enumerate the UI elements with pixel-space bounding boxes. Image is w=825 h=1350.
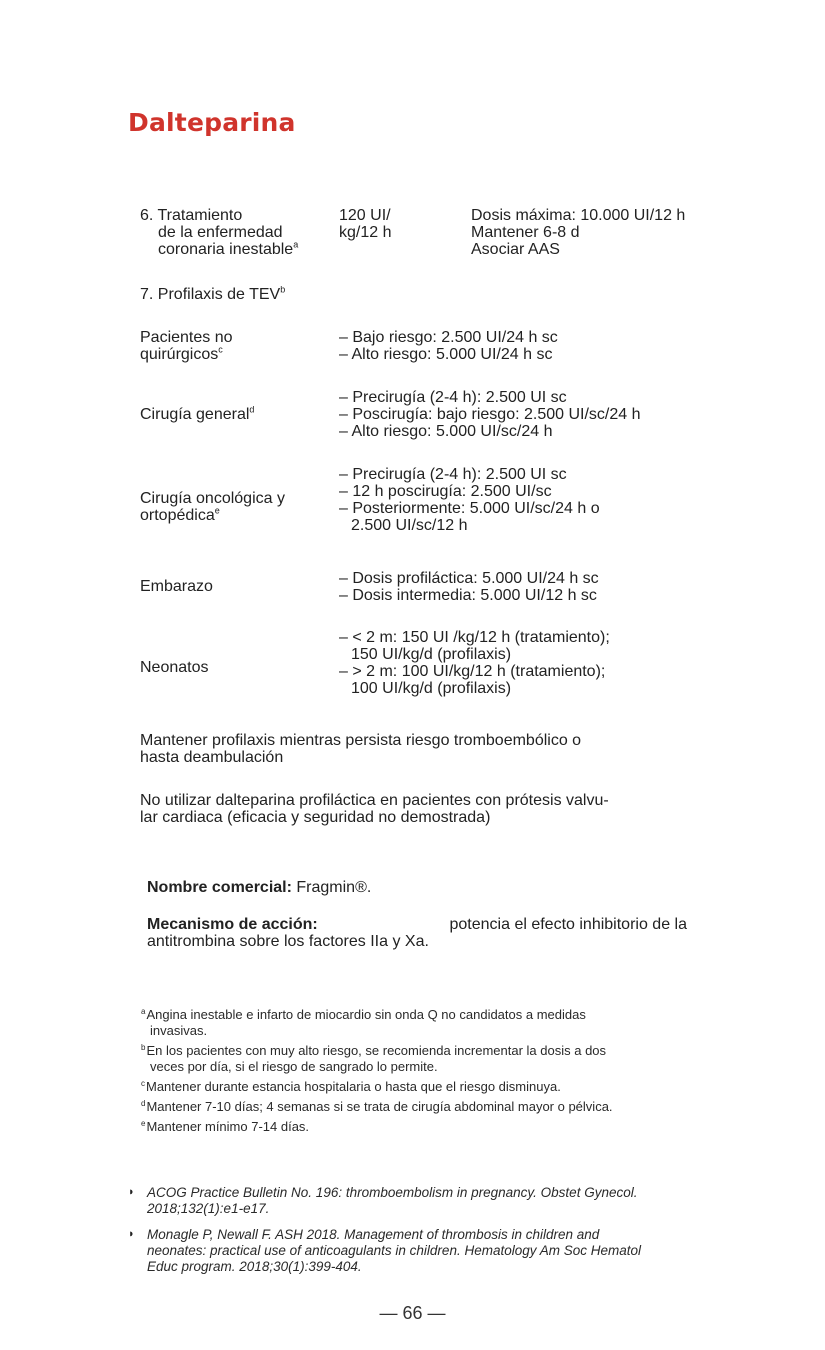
footnote-ref: e: [214, 505, 220, 516]
row-label: Pacientes no quirúrgicos$^c$: [140, 329, 233, 363]
item6-label-line: 6. Tratamiento: [140, 207, 243, 224]
row-values: – < 2 m: 150 UI /kg/12 h (tratamiento); 150 UI/kg/d (profilaxis) – > 2 m: 100 UI/kg/12 h (tratamiento); 100 UI/kg/d (profilaxis): [339, 629, 610, 697]
row-label: Cirugía oncológica y ortopédica$^e$: [140, 490, 285, 524]
row-label: Cirugía general$^d$: [140, 404, 255, 423]
bullet-icon: ◗: [128, 1186, 135, 1198]
item6-notes: Dosis máxima: 10.000 UI/12 h Mantener 6-8 d Asociar AAS: [471, 207, 686, 258]
row-values: – Precirugía (2-4 h): 2.500 UI sc – 12 h poscirugía: 2.500 UI/sc – Posteriormente: 5.000 UI/sc/24 h o 2.500 UI/sc/12 h: [339, 466, 600, 534]
footnote-c: $^c$Mantener durante estancia hospitalaria o hasta que el riesgo disminuya.: [141, 1078, 561, 1094]
item7-label: 7. Profilaxis de TEV$^b$: [140, 284, 286, 303]
item6-label-line: de la enfermedad: [158, 224, 283, 241]
item6-dose: 120 UI/ kg/12 h: [339, 207, 392, 241]
paragraph: No utilizar dalteparina profiláctica en pacientes con prótesis valvu- lar cardiaca (eficacia y seguridad no demostrada): [140, 792, 609, 826]
page-title: Dalteparina: [128, 108, 296, 137]
row-values: – Precirugía (2-4 h): 2.500 UI sc – Poscirugía: bajo riesgo: 2.500 UI/sc/24 h – Alto riesgo: 5.000 UI/sc/24 h: [339, 389, 641, 440]
row-values: – Bajo riesgo: 2.500 UI/24 h sc – Alto riesgo: 5.000 UI/24 h sc: [339, 329, 558, 363]
item6-label-line: coronaria inestable$^a$: [158, 239, 299, 258]
mechanism-of-action: Mecanismo de acción: potencia el efecto inhibitorio de la antitrombina sobre los factores IIa y Xa.: [147, 916, 687, 950]
footnote-ref: a: [293, 239, 299, 250]
footnote-ref: d: [249, 404, 255, 415]
footnote-a: $^a$Angina inestable e infarto de miocardio sin onda Q no candidatos a medidas invasivas.: [141, 1006, 586, 1038]
paragraph: Mantener profilaxis mientras persista riesgo tromboembólico o hasta deambulación: [140, 732, 582, 766]
row-label: Neonatos: [140, 659, 209, 676]
footnotes: [141, 1007, 711, 1135]
page-number: — 66 —: [379, 1303, 446, 1323]
footnote-e: $^e$Mantener mínimo 7-14 días.: [141, 1118, 310, 1134]
bullet-icon: ◗: [128, 1228, 135, 1240]
footnote-b: $^b$En los pacientes con muy alto riesgo, se recomienda incrementar la dosis a dos veces por día, si el riesgo de sangrado lo permite.: [141, 1042, 607, 1074]
row-values: – Dosis profiláctica: 5.000 UI/24 h sc – Dosis intermedia: 5.000 UI/12 h sc: [339, 570, 599, 604]
footnote-ref: c: [218, 344, 223, 355]
reference-2: Monagle P, Newall F. ASH 2018. Management of thrombosis in children and neonates: practical use of anticoagulants in children. Hematology Am Soc Hematol Educ program. 2018;30(1):399-404.: [147, 1227, 642, 1274]
item6-label: [140, 207, 298, 258]
reference-1: ACOG Practice Bulletin No. 196: thromboembolism in pregnancy. Obstet Gynecol. 2018;132(1):e1-e17.: [147, 1185, 638, 1216]
commercial-name: Nombre comercial: Fragmin®.: [147, 879, 372, 896]
footnote-d: $^d$Mantener 7-10 días; 4 semanas si se trata de cirugía abdominal mayor o pélvica.: [141, 1098, 613, 1114]
footnote-ref: b: [280, 284, 286, 295]
row-label: Embarazo: [140, 578, 213, 595]
